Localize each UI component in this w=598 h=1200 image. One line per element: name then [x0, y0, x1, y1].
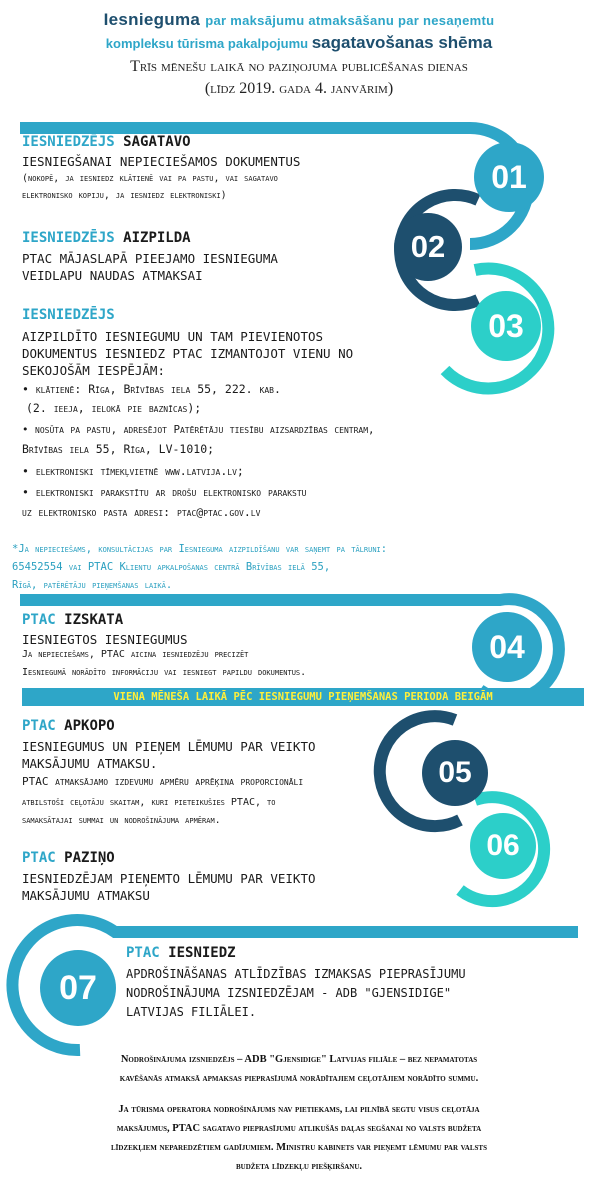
deadline-banner: VIENA MĒNEŠA LAIKĀ PĒC IESNIEGUMU PIEŅEMŠANAS PERIODA BEIGĀM — [22, 688, 584, 706]
step-04-verb: IZSKATA — [64, 612, 124, 628]
step-07-actor: PTAC — [126, 945, 160, 961]
step-number-01: 01 — [474, 142, 544, 212]
footer-2-line-2: maksājumus, PTAC sagatavo pieprasījumu atlikušās daļas segšanai no valsts budžeta — [116, 1123, 482, 1134]
step-07-text-3: LATVIJAS FILIĀLEI. — [126, 1005, 257, 1019]
step-03-text-2: DOKUMENTUS IESNIEDZ PTAC IZMANTOJOT VIENU NO — [22, 346, 354, 361]
footer-2-line-3: līdzekļiem neparedzētiem gadījumiem. Ministru kabinets var pieņemt lēmumu par valsts — [111, 1142, 487, 1153]
step-04-note-2: Iesniegumā norādīto informāciju vai iesniegt papildu dokumentus. — [22, 667, 307, 678]
step-02-text-2: VEIDLAPU NAUDAS ATMAKSAI — [22, 268, 203, 283]
footer-paragraph-1 — [18, 1050, 580, 1088]
step-07-heading — [126, 945, 236, 961]
step-03-bullet-1b: (2. ieeja, ielokā pie baznīcas); — [26, 401, 202, 415]
step-03-bullet-2b: Brīvības iela 55, Rīga, LV-1010; — [22, 442, 215, 456]
step-05-note-1: PTAC atmaksājamo izdevumu apmēru aprēķina proporcionāli — [22, 775, 304, 788]
step-05-text-2: MAKSĀJUMU ATMAKSU. — [22, 756, 158, 771]
step-05-verb: APKOPO — [64, 718, 115, 734]
subtitle-deadline: Trīs mēnešu laikā no paziņojuma publicēšanas dienas — [130, 58, 468, 75]
step-03-bullet-4b: uz elektronisko pasta adresi: ptac@ptac.gov.lv — [22, 505, 261, 519]
step-01-text: IESNIEGŠANAI NEPIECIEŠAMOS DOKUMENTUS — [22, 154, 301, 169]
step-03-bullet-2a: • nosūta pa pastu, adresējot Patērētāju tiesību aizsardzības centram, — [22, 423, 375, 436]
consultation-note-3: Rīgā, patērētāju pieņemšanas laikā. — [12, 579, 173, 591]
step-05-text-1: IESNIEGUMUS UN PIEŅEM LĒMUMU PAR VEIKTO — [22, 739, 316, 754]
step-06-text-2: MAKSĀJUMU ATMAKSU — [22, 888, 150, 903]
step-03-actor: IESNIEDZĒJS — [22, 307, 115, 323]
title-word-2: sagatavošanas shēma — [311, 33, 493, 52]
step-number-05: 05 — [422, 740, 488, 806]
footer-2-line-4: budžeta līdzekļu piešķiršanu. — [236, 1161, 362, 1172]
step-02-heading — [22, 230, 191, 246]
step-05-note-2: atbilstoši ceļotāju skaitam, kuri pieteikušies PTAC, to — [22, 797, 276, 808]
consultation-note-1: *Ja nepieciešams, konsultācijas par Iesnieguma aizpildīšanu var saņemt pa tālruni: — [12, 543, 388, 555]
step-number-03: 03 — [471, 291, 541, 361]
step-01-note-1: (nokopē, ja iesniedz klātienē vai pa pastu, vai sagatavo — [22, 173, 278, 184]
footer-1-line-2: kavēšanās atmaksā apmaksas pieprasījumā norādītajiem ceļotājiem norādīto summu. — [119, 1073, 479, 1084]
step-07-verb: IESNIEDZ — [168, 945, 236, 961]
step-07-text-1: APDROŠINĀŠANAS ATLĪDZĪBAS IZMAKSAS PIEPRASĪJUMU — [126, 967, 466, 981]
step-04-actor: PTAC — [22, 612, 56, 628]
step-01-note-2: elektronisko kopiju, ja iesniedz elektroniski) — [22, 190, 227, 201]
subtitle-date: (līdz 2019. gada 4. janvārim) — [204, 80, 394, 97]
step-03-bullet-1a: • klātienē: Rīga, Brīvības iela 55, 222. kab. — [22, 382, 281, 396]
footer-2-line-1: Ja tūrisma operatora nodrošinājums nav pietiekams, lai pilnībā segtu visus ceļotāja — [118, 1104, 480, 1115]
step-04-note-1: Ja nepieciešams, PTAC aicina iesniedzēju precizēt — [22, 649, 249, 660]
step-04-text: IESNIEGTOS IESNIEGUMUS — [22, 632, 188, 647]
step-03-heading — [22, 307, 115, 323]
step-01-verb: SAGATAVO — [123, 134, 191, 150]
step-03-text-1: AIZPILDĪTO IESNIEGUMU UN TAM PIEVIENOTOS — [22, 329, 324, 344]
step-02-text-1: PTAC MĀJASLAPĀ PIEEJAMO IESNIEGUMA — [22, 251, 278, 266]
title-subtext: par maksājumu atmaksāšanu par nesaņemtu — [205, 13, 495, 28]
step-number-04: 04 — [472, 612, 542, 682]
step-06-heading — [22, 850, 115, 866]
step-06-verb: PAZIŅO — [64, 850, 115, 866]
title-subtext-2: kompleksu tūrisma pakalpojumu — [105, 36, 309, 51]
footer-1-line-1: Nodrošinājuma izsniedzējs – ADB "Gjensidige" Latvijas filiāle – bez nepamatotas — [120, 1054, 478, 1065]
step-number-06: 06 — [470, 813, 536, 879]
step-06-text-1: IESNIEDZĒJAM PIEŅEMTO LĒMUMU PAR VEIKTO — [22, 871, 316, 886]
step-05-note-3: samaksātajai summai un nodrošinājuma apmēram. — [22, 815, 221, 826]
step-02-verb: AIZPILDA — [123, 230, 191, 246]
step-05-heading — [22, 718, 115, 734]
title-word: Iesnieguma — [103, 10, 201, 29]
step-04-heading — [22, 612, 123, 628]
step-03-text-3: SEKOJOŠĀM IESPĒJĀM: — [22, 363, 165, 378]
step-01-actor: IESNIEDZĒJS — [22, 134, 115, 150]
step-07-text-2: NODROŠINĀJUMA IZSNIEDZĒJAM - ADB "GJENSIDIGE" — [126, 986, 452, 1000]
step-01-heading — [22, 134, 191, 150]
footer-paragraph-2 — [18, 1100, 580, 1176]
step-03-bullet-4a: • elektroniski parakstītu ar drošu elektronisko parakstu — [22, 485, 307, 499]
step-06-actor: PTAC — [22, 850, 56, 866]
step-03-bullet-3a: • elektroniski tīmekļvietnē www.latvija.lv; — [22, 464, 244, 478]
step-number-02: 02 — [394, 213, 462, 281]
step-number-07: 07 — [40, 950, 116, 1026]
step-05-actor: PTAC — [22, 718, 56, 734]
step-02-actor: IESNIEDZĒJS — [22, 230, 115, 246]
consultation-note-2: 65452554 vai PTAC Klientu apkalpošanas centrā Brīvības ielā 55, — [12, 561, 331, 573]
